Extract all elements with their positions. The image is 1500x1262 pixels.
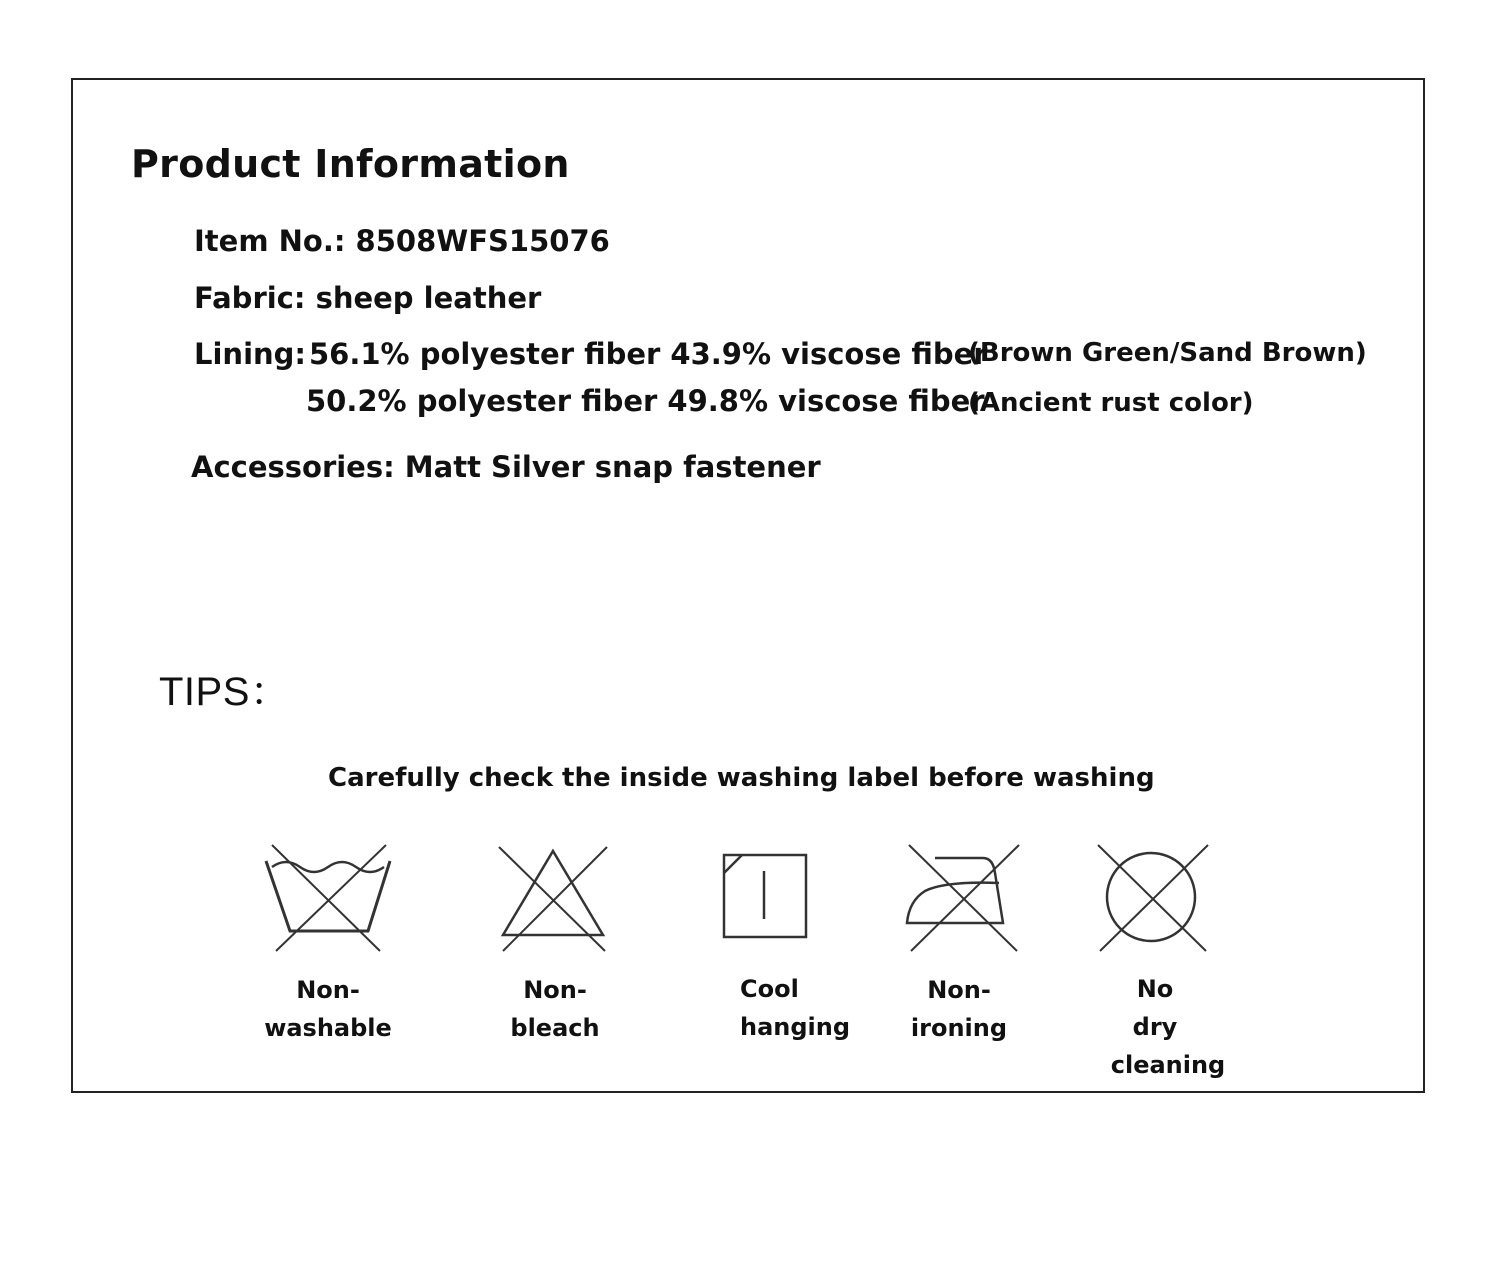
no-dry-cleaning-icon xyxy=(1096,843,1210,953)
care-label-line: No xyxy=(1136,975,1174,1003)
lining-line-1-color: (Brown Green/Sand Brown) xyxy=(968,338,1367,368)
care-label-non-washable xyxy=(258,971,398,1047)
product-info-title: Product Information xyxy=(131,142,570,186)
tips-heading: TIPS： xyxy=(159,670,291,714)
care-label-non-ironing xyxy=(899,971,1019,1047)
non-ironing-icon xyxy=(903,843,1023,953)
cool-hanging-icon xyxy=(722,853,808,939)
care-label-line: washable xyxy=(264,1014,392,1042)
care-label-line: Non- xyxy=(927,976,991,1004)
fabric-info: Fabric: sheep leather xyxy=(194,281,542,315)
care-label-line: ironing xyxy=(910,1014,1008,1042)
lining-line-1: 56.1% polyester fiber 43.9% viscose fiber xyxy=(309,337,988,371)
lining-line-2: 50.2% polyester fiber 49.8% viscose fiber xyxy=(306,384,985,418)
care-label-no-dry-cleaning xyxy=(1108,970,1228,1084)
care-label-line: Non- xyxy=(296,976,360,1004)
care-label-line: Non- xyxy=(523,976,587,1004)
care-label-line: hanging xyxy=(740,1013,851,1041)
care-label-line: bleach xyxy=(510,1014,600,1042)
care-label-line: cleaning xyxy=(1110,1051,1226,1079)
care-label-line: Cool xyxy=(740,975,799,1003)
lining-label: Lining: xyxy=(194,337,307,371)
care-label-non-bleach xyxy=(490,971,620,1047)
non-washable-icon xyxy=(262,843,396,955)
non-bleach-icon xyxy=(497,845,609,953)
care-label-line: dry xyxy=(1132,1013,1178,1041)
care-label-cool-hanging xyxy=(740,970,860,1046)
accessories-info: Accessories: Matt Silver snap fastener xyxy=(191,450,821,484)
item-number: Item No.: 8508WFS15076 xyxy=(194,224,610,258)
lining-line-2-color: (Ancient rust color) xyxy=(968,388,1254,418)
washing-instruction: Carefully check the inside washing label before washing xyxy=(328,763,1155,793)
